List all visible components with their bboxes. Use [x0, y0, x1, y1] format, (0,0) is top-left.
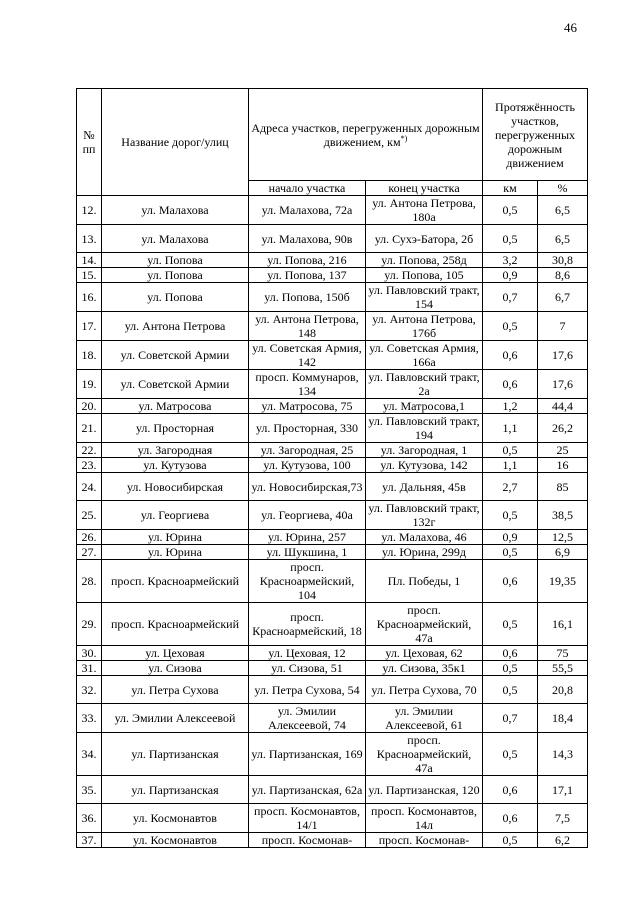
length-km: 0,7: [483, 283, 538, 312]
length-pct: 6,7: [538, 283, 588, 312]
header-road-name: Название дорог/улиц: [102, 89, 249, 196]
segment-start: ул. Малахова, 90в: [249, 225, 366, 253]
table-row: [77, 501, 588, 530]
length-pct: 7,5: [538, 804, 588, 833]
segment-end: ул. Эмилии Алексеевой, 61: [366, 704, 483, 733]
length-km: 1,1: [483, 458, 538, 473]
road-name: ул. Попова: [102, 283, 249, 312]
page-number: 46: [564, 20, 577, 35]
row-num: 19.: [77, 370, 102, 399]
row-num: 28.: [77, 560, 102, 603]
table-row: [77, 443, 588, 458]
header-num: № пп: [77, 89, 102, 196]
segment-start: ул. Партизанская, 62а: [249, 776, 366, 804]
segment-start: ул. Антона Петрова, 148: [249, 312, 366, 341]
segment-start: ул. Партизанская, 169: [249, 733, 366, 776]
segment-end: ул. Загородная, 1: [366, 443, 483, 458]
length-km: 0,5: [483, 443, 538, 458]
row-num: 17.: [77, 312, 102, 341]
row-num: 29.: [77, 603, 102, 646]
row-num: 13.: [77, 225, 102, 253]
segment-start: просп. Красноармейский, 18: [249, 603, 366, 646]
table-row: [77, 196, 588, 225]
header-start: начало участка: [249, 181, 366, 196]
segment-end: просп. Космонавтов, 14л: [366, 804, 483, 833]
row-num: 34.: [77, 733, 102, 776]
table-row: [77, 676, 588, 704]
segment-start: ул. Попова, 137: [249, 268, 366, 283]
row-num: 16.: [77, 283, 102, 312]
length-pct: 17,6: [538, 370, 588, 399]
table-row: [77, 661, 588, 676]
road-name: ул. Георгиева: [102, 501, 249, 530]
length-km: 0,6: [483, 804, 538, 833]
table-body: [77, 196, 588, 848]
table-row: [77, 776, 588, 804]
road-name: ул. Кутузова: [102, 458, 249, 473]
segment-end: ул. Дальняя, 45в: [366, 473, 483, 501]
length-km: 0,9: [483, 530, 538, 545]
row-num: 24.: [77, 473, 102, 501]
road-name: ул. Партизанская: [102, 733, 249, 776]
row-num: 31.: [77, 661, 102, 676]
road-name: ул. Матросова: [102, 399, 249, 414]
segment-start: ул. Загородная, 25: [249, 443, 366, 458]
length-pct: 8,6: [538, 268, 588, 283]
segment-end: ул. Партизанская, 120: [366, 776, 483, 804]
table-row: [77, 646, 588, 661]
table-row: [77, 341, 588, 370]
table-row: [77, 603, 588, 646]
table-row: [77, 530, 588, 545]
length-pct: 6,5: [538, 225, 588, 253]
road-name: ул. Малахова: [102, 196, 249, 225]
segment-end: ул. Сухэ-Батора, 2б: [366, 225, 483, 253]
length-km: 0,6: [483, 370, 538, 399]
road-name: ул. Просторная: [102, 414, 249, 443]
length-km: 0,5: [483, 225, 538, 253]
segment-start: ул. Малахова, 72а: [249, 196, 366, 225]
table-row: [77, 253, 588, 268]
length-pct: 16,1: [538, 603, 588, 646]
segment-start: ул. Попова, 150б: [249, 283, 366, 312]
row-num: 20.: [77, 399, 102, 414]
table-row: [77, 414, 588, 443]
segment-start: просп. Коммунаров, 134: [249, 370, 366, 399]
length-km: 0,6: [483, 560, 538, 603]
segment-end: ул. Малахова, 46: [366, 530, 483, 545]
segment-end: ул. Павловский тракт, 194: [366, 414, 483, 443]
length-km: 3,2: [483, 253, 538, 268]
length-pct: 12,5: [538, 530, 588, 545]
length-km: 0,6: [483, 341, 538, 370]
length-km: 0,6: [483, 646, 538, 661]
segment-end: ул. Сизова, 35к1: [366, 661, 483, 676]
length-pct: 14,3: [538, 733, 588, 776]
segment-end: Пл. Победы, 1: [366, 560, 483, 603]
row-num: 26.: [77, 530, 102, 545]
length-pct: 7: [538, 312, 588, 341]
length-km: 0,5: [483, 312, 538, 341]
length-km: 1,2: [483, 399, 538, 414]
header-length: Протяжённость участков, перегруженных дорожным движением: [483, 89, 588, 181]
segment-start: ул. Юрина, 257: [249, 530, 366, 545]
segment-start: просп. Космонав-: [249, 833, 366, 848]
table-row: [77, 312, 588, 341]
table-row: [77, 458, 588, 473]
row-num: 15.: [77, 268, 102, 283]
segment-end: ул. Павловский тракт, 154: [366, 283, 483, 312]
header-addresses-text: Адреса участков, перегруженных дорожным движением, км: [251, 120, 480, 149]
length-pct: 17,1: [538, 776, 588, 804]
row-num: 27.: [77, 545, 102, 560]
road-name: ул. Советской Армии: [102, 370, 249, 399]
segment-end: ул. Павловский тракт, 132г: [366, 501, 483, 530]
overloaded-roads-table: [76, 88, 588, 848]
table-row: [77, 704, 588, 733]
road-name: ул. Попова: [102, 268, 249, 283]
length-km: 0,5: [483, 501, 538, 530]
row-num: 35.: [77, 776, 102, 804]
row-num: 37.: [77, 833, 102, 848]
road-name: ул. Юрина: [102, 545, 249, 560]
length-pct: 75: [538, 646, 588, 661]
segment-end: ул. Павловский тракт, 2а: [366, 370, 483, 399]
length-pct: 55,5: [538, 661, 588, 676]
road-name: ул. Новосибирская: [102, 473, 249, 501]
road-name: ул. Партизанская: [102, 776, 249, 804]
segment-end: ул. Антона Петрова, 180а: [366, 196, 483, 225]
segment-start: ул. Советская Армия, 142: [249, 341, 366, 370]
road-name: ул. Эмилии Алексеевой: [102, 704, 249, 733]
table-row: [77, 473, 588, 501]
length-pct: 6,9: [538, 545, 588, 560]
length-pct: 6,2: [538, 833, 588, 848]
row-num: 30.: [77, 646, 102, 661]
length-km: 0,7: [483, 704, 538, 733]
segment-start: ул. Цеховая, 12: [249, 646, 366, 661]
road-name: ул. Антона Петрова: [102, 312, 249, 341]
road-name: просп. Красноармейский: [102, 560, 249, 603]
segment-end: ул. Попова, 258д: [366, 253, 483, 268]
header-pct: %: [538, 181, 588, 196]
footnote-mark: *): [400, 133, 408, 143]
table-row: [77, 399, 588, 414]
segment-start: ул. Эмилии Алексеевой, 74: [249, 704, 366, 733]
segment-end: ул. Кутузова, 142: [366, 458, 483, 473]
length-km: 1,1: [483, 414, 538, 443]
length-km: 0,5: [483, 196, 538, 225]
length-pct: 30,8: [538, 253, 588, 268]
header-addresses: [249, 89, 483, 181]
road-name: ул. Космонавтов: [102, 804, 249, 833]
length-pct: 85: [538, 473, 588, 501]
segment-end: просп. Красноармейский, 47а: [366, 733, 483, 776]
length-pct: 20,8: [538, 676, 588, 704]
row-num: 22.: [77, 443, 102, 458]
road-name: ул. Сизова: [102, 661, 249, 676]
length-km: 0,5: [483, 676, 538, 704]
row-num: 25.: [77, 501, 102, 530]
length-km: 0,5: [483, 833, 538, 848]
road-name: ул. Космонавтов: [102, 833, 249, 848]
length-km: 2,7: [483, 473, 538, 501]
segment-end: ул. Антона Петрова, 176б: [366, 312, 483, 341]
row-num: 21.: [77, 414, 102, 443]
segment-end: ул. Петра Сухова, 70: [366, 676, 483, 704]
row-num: 33.: [77, 704, 102, 733]
length-pct: 25: [538, 443, 588, 458]
length-km: 0,6: [483, 776, 538, 804]
length-km: 0,5: [483, 733, 538, 776]
table-row: [77, 370, 588, 399]
segment-end: ул. Попова, 105: [366, 268, 483, 283]
table-row: [77, 804, 588, 833]
segment-start: ул. Матросова, 75: [249, 399, 366, 414]
table-row: [77, 283, 588, 312]
segment-start: просп. Космонавтов, 14/1: [249, 804, 366, 833]
table-row: [77, 833, 588, 848]
segment-start: ул. Петра Сухова, 54: [249, 676, 366, 704]
segment-end: ул. Советская Армия, 166а: [366, 341, 483, 370]
segment-start: ул. Кутузова, 100: [249, 458, 366, 473]
row-num: 18.: [77, 341, 102, 370]
road-name: ул. Загородная: [102, 443, 249, 458]
road-name: просп. Красноармейский: [102, 603, 249, 646]
row-num: 23.: [77, 458, 102, 473]
road-name: ул. Петра Сухова: [102, 676, 249, 704]
length-pct: 6,5: [538, 196, 588, 225]
header-end: конец участка: [366, 181, 483, 196]
segment-start: ул. Георгиева, 40а: [249, 501, 366, 530]
row-num: 36.: [77, 804, 102, 833]
segment-end: ул. Матросова,1: [366, 399, 483, 414]
table-row: [77, 560, 588, 603]
road-name: ул. Советской Армии: [102, 341, 249, 370]
segment-end: ул. Юрина, 299д: [366, 545, 483, 560]
road-name: ул. Попова: [102, 253, 249, 268]
segment-start: ул. Попова, 216: [249, 253, 366, 268]
length-pct: 18,4: [538, 704, 588, 733]
length-pct: 26,2: [538, 414, 588, 443]
length-pct: 19,35: [538, 560, 588, 603]
length-pct: 38,5: [538, 501, 588, 530]
road-name: ул. Юрина: [102, 530, 249, 545]
row-num: 32.: [77, 676, 102, 704]
table-row: [77, 268, 588, 283]
length-km: 0,9: [483, 268, 538, 283]
road-name: ул. Малахова: [102, 225, 249, 253]
length-km: 0,5: [483, 661, 538, 676]
segment-start: просп. Красноармейский, 104: [249, 560, 366, 603]
table-row: [77, 225, 588, 253]
segment-end: ул. Цеховая, 62: [366, 646, 483, 661]
segment-start: ул. Новосибирская,73: [249, 473, 366, 501]
header-km: км: [483, 181, 538, 196]
row-num: 14.: [77, 253, 102, 268]
row-num: 12.: [77, 196, 102, 225]
road-name: ул. Цеховая: [102, 646, 249, 661]
segment-start: ул. Сизова, 51: [249, 661, 366, 676]
table-row: [77, 733, 588, 776]
segment-start: ул. Просторная, 330: [249, 414, 366, 443]
segment-end: просп. Красноармейский, 47а: [366, 603, 483, 646]
length-pct: 17,6: [538, 341, 588, 370]
length-pct: 16: [538, 458, 588, 473]
length-pct: 44,4: [538, 399, 588, 414]
segment-start: ул. Шукшина, 1: [249, 545, 366, 560]
segment-end: просп. Космонав-: [366, 833, 483, 848]
length-km: 0,5: [483, 545, 538, 560]
length-km: 0,5: [483, 603, 538, 646]
table-row: [77, 545, 588, 560]
